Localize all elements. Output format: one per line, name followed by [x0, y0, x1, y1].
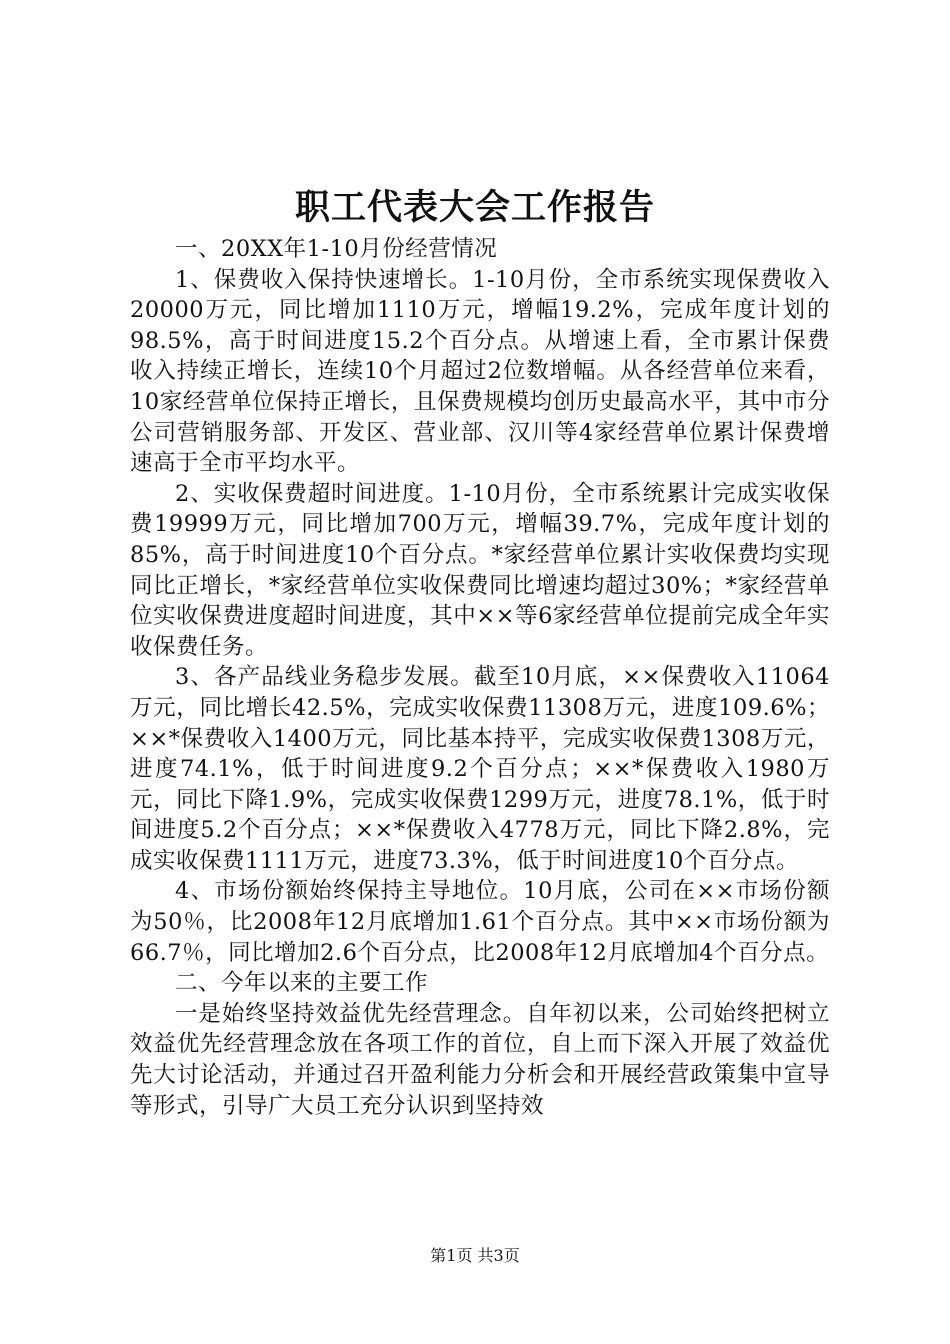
page-title: 职工代表大会工作报告 — [294, 187, 655, 228]
page-footer: 第1页 共3页 — [430, 1246, 520, 1265]
paragraph-efficiency: 一是始终坚持效益优先经营理念。自年初以来，公司始终把树立效益优先经营理念放在各项工作的首位，自上而下深入开展了效益优先大讨论活动，并通过召开盈利能力分析会和开展经营政策集中宣导等形式，引导广大员工充分认识到坚持效 — [130, 1000, 830, 1119]
section-heading-2: 二、今年以来的主要工作 — [175, 970, 429, 997]
paragraph-market-share: 4、市场份额始终保持主导地位。10月底，公司在××市场份额为50％，比2008年12月底增加1.61个百分点。其中××市场份额为66.7％，同比增加2.6个百分点，比2008年12月底增加4个百分点。 — [130, 878, 830, 966]
paragraph-premium-income: 1、保费收入保持快速增长。1-10月份，全市系统实现保费收入20000万元，同比增加1110万元，增幅19.2%，完成年度计划的98.5%，高于时间进度15.2个百分点。从增速上看，全市累计保费收入持续正增长，连续10个月超过2位数增幅。从各经营单位来看，10家经营单位保持正增长，且保费规模均创历史最高水平，其中市分公司营销服务部、开发区、营业部、汉川等4家经营单位累计保费增速高于全市平均水平。 — [130, 266, 830, 477]
section-heading-1: 一、20XX年1-10月份经营情况 — [175, 236, 498, 262]
document-body — [130, 234, 830, 1121]
paragraph-collected-premium: 2、实收保费超时间进度。1-10月份，全市系统累计完成实收保费19999万元，同比增加700万元，增幅39.7%，完成年度计划的85%，高于时间进度10个百分点。*家经营单位累计实收保费均实现同比正增长，*家经营单位实收保费同比增速均超过30%；*家经营单位实收保费进度超时间进度，其中××等6家经营单位提前完成全年实收保费任务。 — [130, 480, 830, 660]
paragraph-product-lines: 3、各产品线业务稳步发展。截至10月底，××保费收入11064万元，同比增长42.5%，完成实收保费11308万元，进度109.6%；××*保费收入1400万元，同比基本持平，完成实收保费1308万元，进度74.1%，低于时间进度9.2个百分点；××*保费收入1980万元，同比下降1.9%，完成实收保费1299万元，进度78.1%，低于时间进度5.2个百分点；××*保费收入4778万元，同比下降2.8%，完成实收保费1111万元，进度73.3%，低于时间进度10个百分点。 — [130, 664, 830, 874]
